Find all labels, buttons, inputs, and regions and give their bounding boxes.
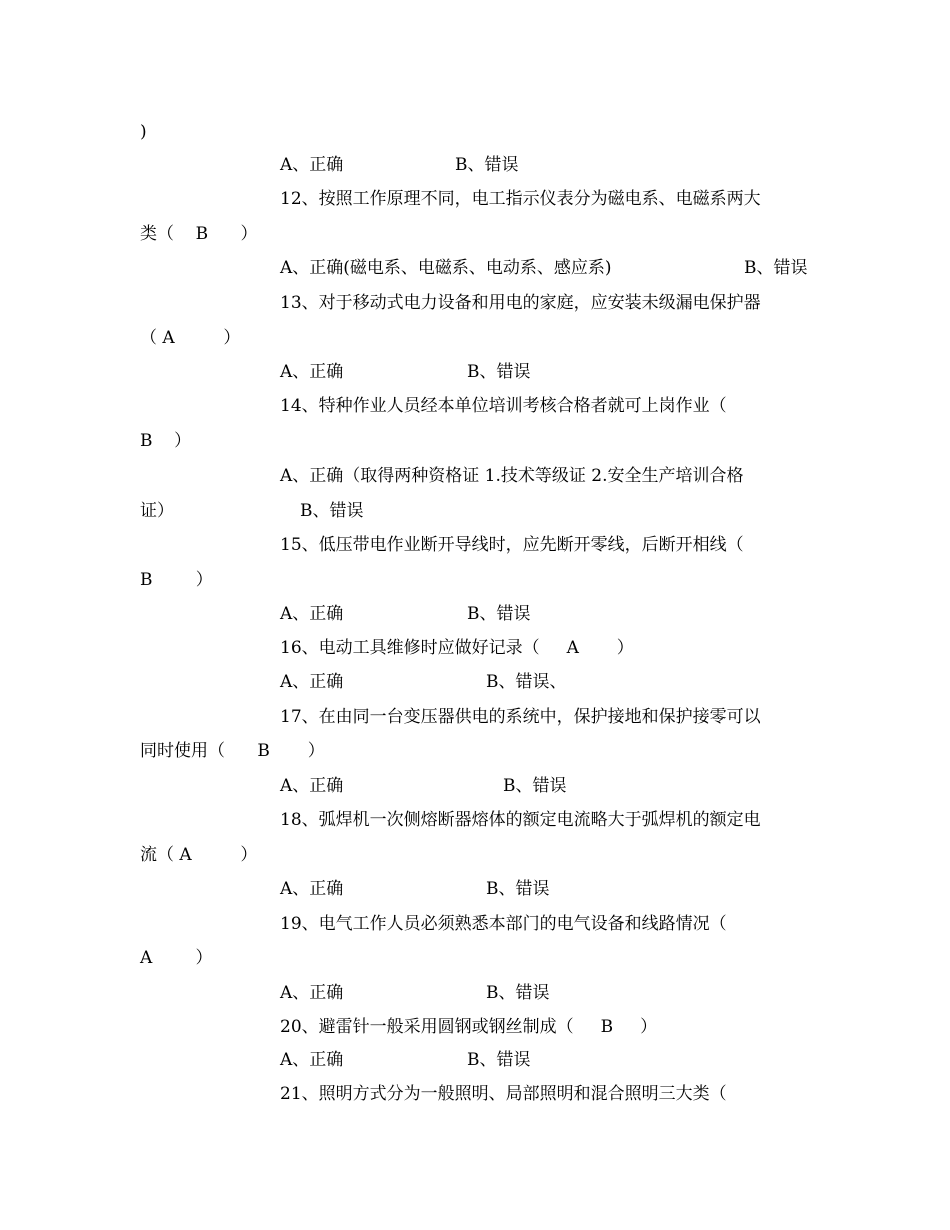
option-b-text: B、错误 bbox=[486, 983, 550, 1003]
text-line: 18、弧焊机一次侧熔断器熔体的额定电流略大于弧焊机的额定电 bbox=[280, 810, 761, 830]
text-line: 14、特种作业人员经本单位培训考核合格者就可上岗作业（ bbox=[280, 396, 727, 416]
text-line: ) bbox=[140, 122, 147, 142]
text-line: 13、对于移动式电力设备和用电的家庭，应安装未级漏电保护器 bbox=[280, 293, 761, 313]
text-line: 20、避雷针一般采用圆钢或钢丝制成（ B ） bbox=[280, 1017, 658, 1037]
text-line: A、正确 bbox=[280, 155, 344, 175]
text-line: 同时使用（ B ） bbox=[140, 741, 325, 761]
text-line: （ A ） bbox=[140, 328, 241, 348]
option-b-text: B、错误 bbox=[503, 776, 567, 796]
text-line: A、正确 bbox=[280, 1050, 344, 1070]
option-b-text: B、错误 bbox=[300, 501, 364, 521]
option-b-text: B、错误 bbox=[467, 362, 531, 382]
text-line: B ） bbox=[140, 570, 213, 590]
text-line: 21、照明方式分为一般照明、局部照明和混合照明三大类（ bbox=[280, 1084, 727, 1104]
text-line: A、正确(磁电系、电磁系、电动系、感应系) bbox=[280, 258, 612, 278]
text-line: 12、按照工作原理不同，电工指示仪表分为磁电系、电磁系两大 bbox=[280, 189, 761, 209]
text-line: A、正确 bbox=[280, 604, 344, 624]
text-line: 15、低压带电作业断开导线时，应先断开零线，后断开相线（ bbox=[280, 535, 744, 555]
option-b-text: B、错误 bbox=[486, 879, 550, 899]
option-b-text: B、错误 bbox=[455, 155, 519, 175]
text-line: A、正确 bbox=[280, 362, 344, 382]
text-line: A、正确（取得两种资格证 1.技术等级证 2.安全生产培训合格 bbox=[280, 466, 744, 486]
option-b-text: B、错误 bbox=[467, 1050, 531, 1070]
text-line: A、正确 bbox=[280, 776, 344, 796]
option-b-text: B、错误 bbox=[744, 258, 808, 278]
text-line: 17、在由同一台变压器供电的系统中，保护接地和保护接零可以 bbox=[280, 707, 761, 727]
text-line: 证） bbox=[140, 501, 174, 521]
option-b-text: B、错误、 bbox=[486, 672, 567, 692]
text-line: 流（ A ） bbox=[140, 845, 258, 865]
text-line: A、正确 bbox=[280, 879, 344, 899]
text-line: B ） bbox=[140, 431, 192, 451]
text-line: 16、电动工具维修时应做好记录（ A ） bbox=[280, 638, 634, 658]
text-line: A ） bbox=[140, 948, 213, 968]
text-line: 19、电气工作人员必须熟悉本部门的电气设备和线路情况（ bbox=[280, 914, 727, 934]
text-line: A、正确 bbox=[280, 983, 344, 1003]
option-b-text: B、错误 bbox=[467, 604, 531, 624]
text-line: A、正确 bbox=[280, 672, 344, 692]
text-line: 类（ B ） bbox=[140, 224, 258, 244]
